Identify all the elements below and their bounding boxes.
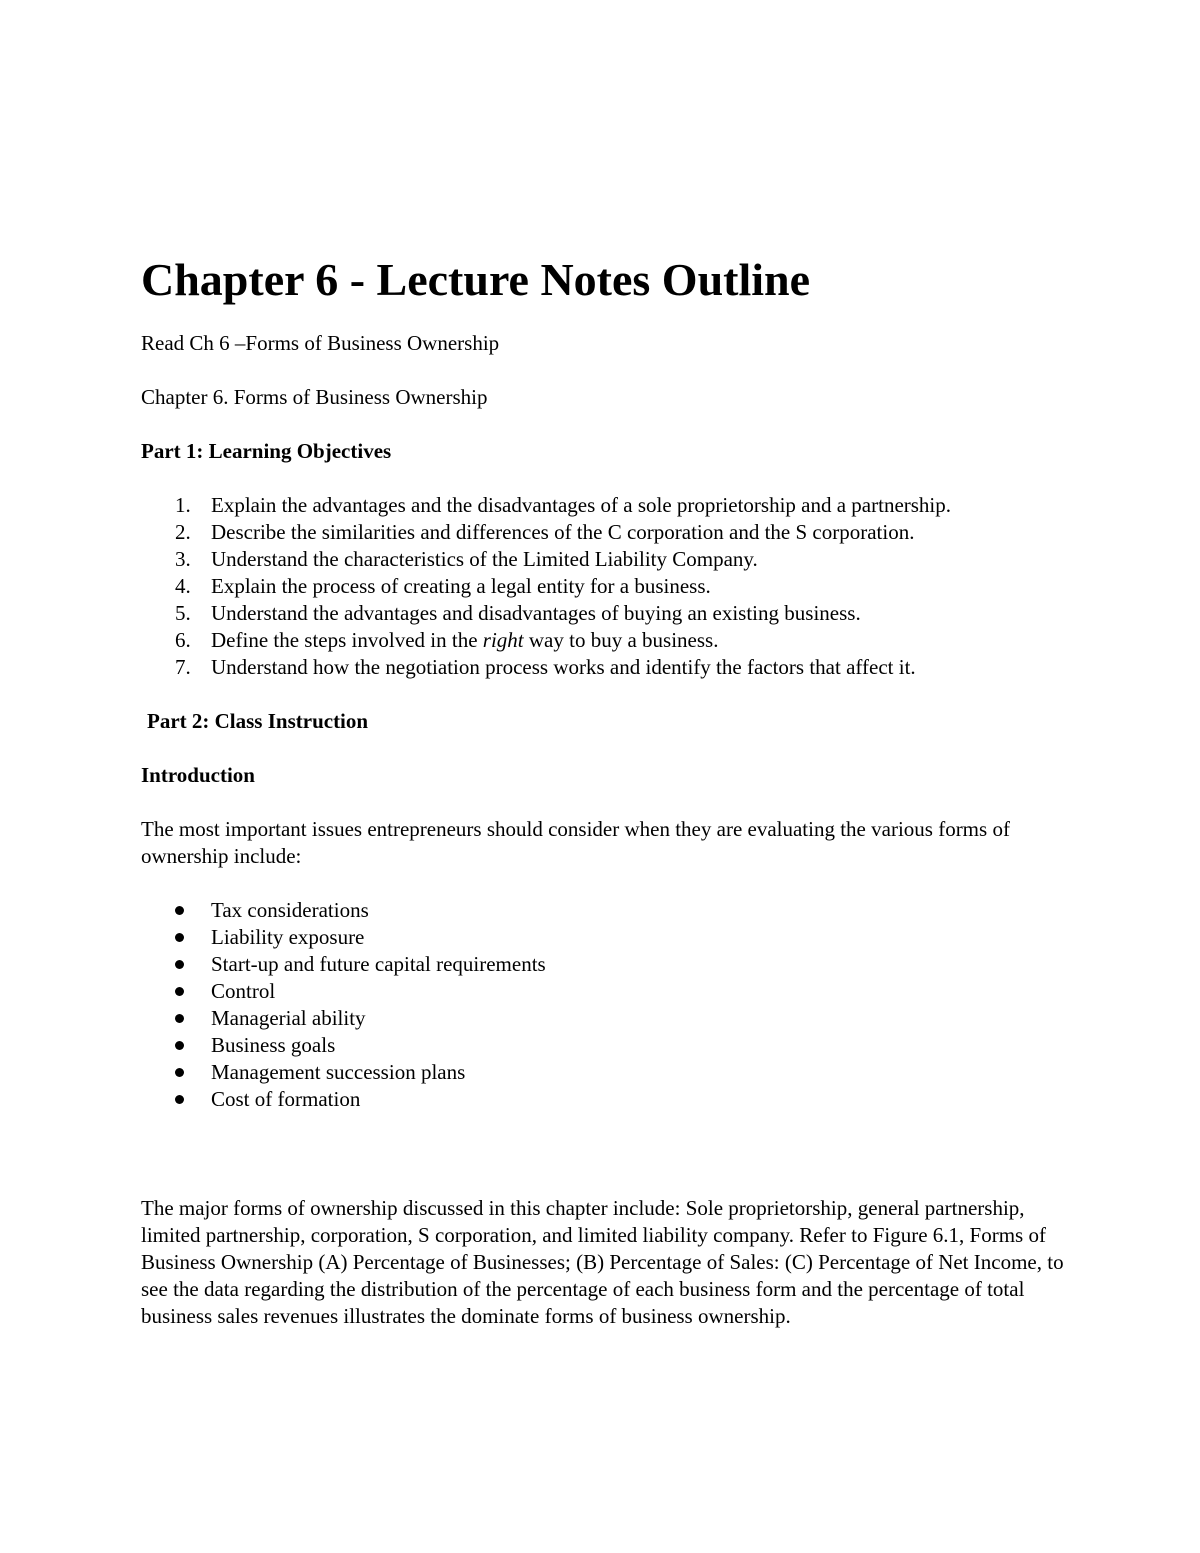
- considerations-list: [141, 897, 1071, 1113]
- objective-item: [141, 627, 1071, 654]
- bullet-icon: [175, 906, 184, 915]
- bullet-icon: [175, 960, 184, 969]
- objective-number: 3.: [175, 547, 191, 571]
- list-item: [141, 897, 1071, 924]
- part1-heading: Part 1: Learning Objectives: [141, 439, 392, 463]
- objective-text: Understand the advantages and disadvantages of buying an existing business.: [211, 601, 861, 625]
- list-item: [141, 978, 1071, 1005]
- list-item-text: Management succession plans: [211, 1060, 466, 1084]
- objective-number: 6.: [175, 628, 191, 652]
- page-title: Chapter 6 - Lecture Notes Outline: [141, 254, 811, 305]
- objective-number: 1.: [175, 493, 191, 517]
- document-page: [141, 252, 1071, 1357]
- read-line: Read Ch 6 –Forms of Business Ownership: [141, 331, 500, 355]
- objective-item: [141, 519, 1071, 546]
- objective-number: 2.: [175, 520, 191, 544]
- list-item-text: Tax considerations: [211, 898, 369, 922]
- objective-item: [141, 600, 1071, 627]
- objective-item: [141, 492, 1071, 519]
- objective-number: 7.: [175, 655, 191, 679]
- objective-item: [141, 573, 1071, 600]
- objective-text-pre: Define the steps involved in the: [211, 628, 483, 652]
- list-item-text: Start-up and future capital requirements: [211, 952, 546, 976]
- intro-paragraph: The most important issues entrepreneurs should consider when they are evaluating the various forms of ownership include:: [141, 817, 1010, 868]
- list-item: [141, 924, 1071, 951]
- bullet-icon: [175, 987, 184, 996]
- bullet-icon: [175, 1041, 184, 1050]
- objective-text: Describe the similarities and differences of the C corporation and the S corporation.: [211, 520, 915, 544]
- major-forms-paragraph: The major forms of ownership discussed in this chapter include: Sole proprietorship, general partnership, limited partnership, corporation, S corporation, and limited liability company. Refer to Figure 6.1, Forms of Business Ownership (A) Percentage of Businesses; (B) Percentage of Sales: (C) Percentage of Net Income, to see the data regarding the distribution of the percentage of each business form and the percentage of total business sales revenues illustrates the dominate forms of business ownership.: [141, 1196, 1064, 1328]
- bullet-icon: [175, 933, 184, 942]
- part2-heading: Part 2: Class Instruction: [147, 709, 369, 733]
- list-item: [141, 1086, 1071, 1113]
- list-item: [141, 1059, 1071, 1086]
- list-item-text: Business goals: [211, 1033, 336, 1057]
- list-item: [141, 1032, 1071, 1059]
- list-item-text: Cost of formation: [211, 1087, 361, 1111]
- bullet-icon: [175, 1068, 184, 1077]
- objective-item: [141, 546, 1071, 573]
- bullet-icon: [175, 1095, 184, 1104]
- objective-text: Explain the advantages and the disadvantages of a sole proprietorship and a partnership.: [211, 493, 952, 517]
- bullet-icon: [175, 1014, 184, 1023]
- list-item-text: Liability exposure: [211, 925, 365, 949]
- objective-number: 5.: [175, 601, 191, 625]
- objective-number: 4.: [175, 574, 191, 598]
- objective-emphasis: right: [482, 628, 524, 652]
- list-item-text: Managerial ability: [211, 1006, 366, 1030]
- list-item: [141, 951, 1071, 978]
- objectives-list: [141, 492, 1071, 681]
- objective-text: Understand the characteristics of the Limited Liability Company.: [211, 547, 758, 571]
- objective-text-post: way to buy a business.: [523, 628, 719, 652]
- chapter-line: Chapter 6. Forms of Business Ownership: [141, 385, 488, 409]
- intro-heading: Introduction: [141, 763, 255, 787]
- list-item-text: Control: [211, 979, 276, 1003]
- list-item: [141, 1005, 1071, 1032]
- objective-text: Understand how the negotiation process works and identify the factors that affect it.: [211, 655, 916, 679]
- objective-text: Explain the process of creating a legal entity for a business.: [211, 574, 711, 598]
- objective-item: [141, 654, 1071, 681]
